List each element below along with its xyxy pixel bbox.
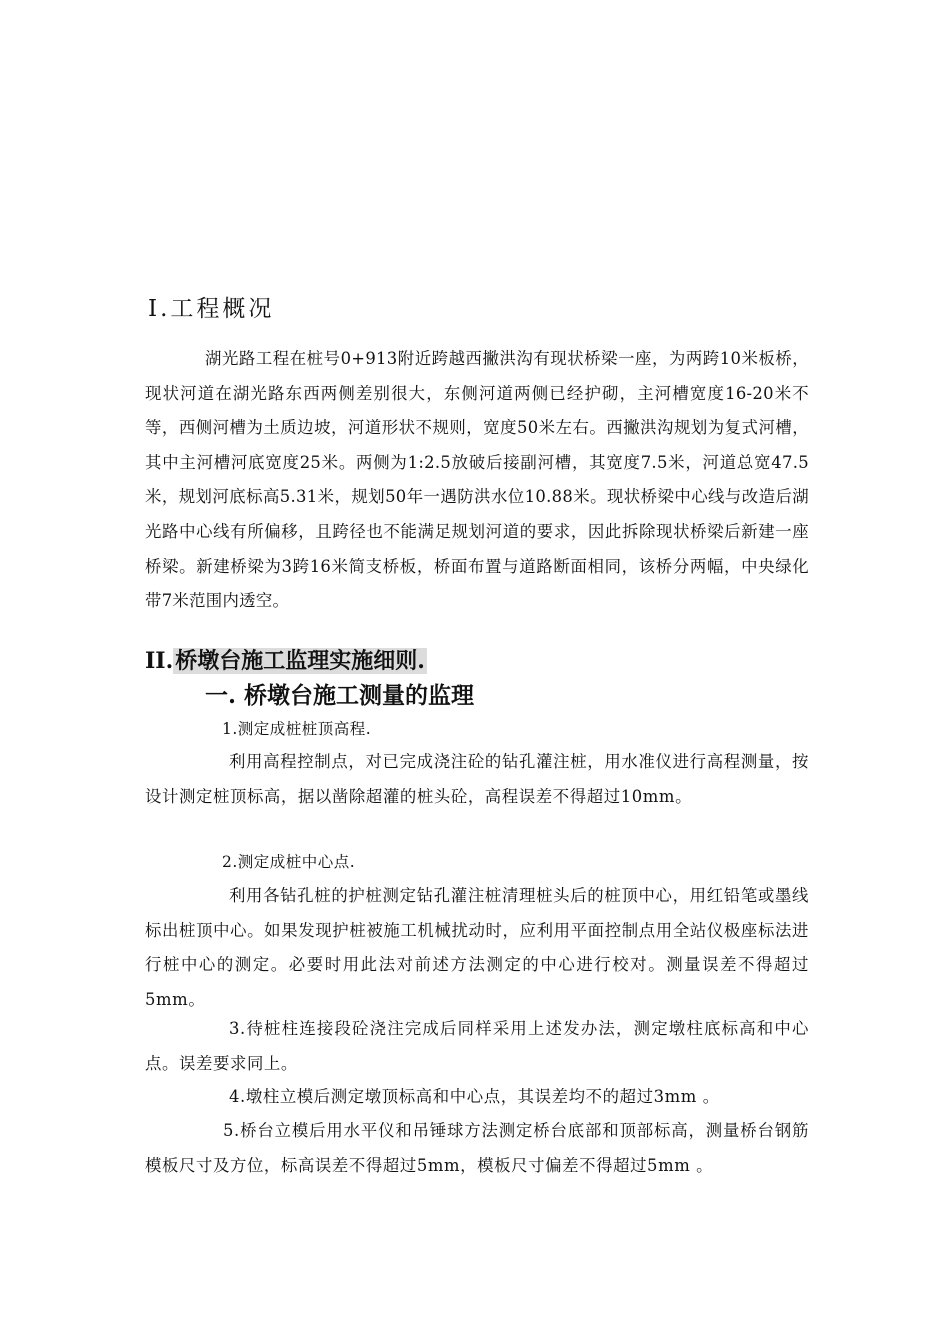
section-2-prefix: II. — [145, 648, 174, 674]
item-4-text: 4.墩柱立模后测定墩顶标高和中心点，其误差均不的超过3mm 。 — [229, 1087, 720, 1106]
project-overview-paragraph: 湖光路工程在桩号0+913附近跨越西撇洪沟有现状桥梁一座，为两跨10米板桥，现状河道在湖光路东西两侧差别很大，东侧河道两侧已经护砌，主河槽宽度16-20米不等，西侧河槽为土质边坡，河道形状不规则，宽度50米左右。西撇洪沟规划为复式河槽，其中主河槽河底宽度25米。两侧为1:2.5放破后接副河槽，其宽度7.5米，河道总宽47.5米，规划河底标高5.31米，规划50年一遇防洪水位10.88米。现状桥梁中心线与改造后湖光路中心线有所偏移，且跨径也不能满足规划河道的要求，因此拆除现状桥梁后新建一座桥梁。新建桥梁为3跨16米简支桥板，桥面布置与道路断面相同，该桥分两幅，中央绿化带7米范围内透空。 — [145, 349, 809, 611]
section-1-heading: Ⅰ.工程概况 — [148, 296, 275, 322]
item-5-text: 5.桥台立模后用水平仪和吊锤球方法测定桥台底部和顶部标高，测量桥台钢筋模板尺寸及方位，标高误差不得超过5mm，模板尺寸偏差不得超过5mm 。 — [145, 1121, 809, 1175]
subsection-heading: 一. 桥墩台施工测量的监理 — [205, 682, 475, 709]
item-1-text: 利用高程控制点，对已完成浇注砼的钻孔灌注桩，用水准仪进行高程测量，按设计测定桩顶标高，据以凿除超灌的桩头砼，高程误差不得超过10mm。 — [145, 752, 809, 806]
item-2-text: 利用各钻孔桩的护桩测定钻孔灌注桩清理桩头后的桩顶中心，用红铅笔或墨线标出桩顶中心。如果发现护桩被施工机械扰动时，应利用平面控制点用全站仪极座标法进行桩中心的测定。必要时用此法对前述方法测定的中心进行校对。测量误差不得超过5mm。 — [145, 886, 809, 1009]
item-2-title: 2.测定成桩中心点. — [222, 853, 356, 871]
section-2-heading — [145, 645, 427, 677]
item-3-text: 3.待桩柱连接段砼浇注完成后同样采用上述发办法，测定墩柱底标高和中心点。误差要求同上。 — [145, 1019, 809, 1073]
item-1-title: 1.测定成桩桩顶高程. — [222, 720, 372, 738]
section-2-title: 桥墩台施工监理实施细则. — [175, 648, 425, 674]
